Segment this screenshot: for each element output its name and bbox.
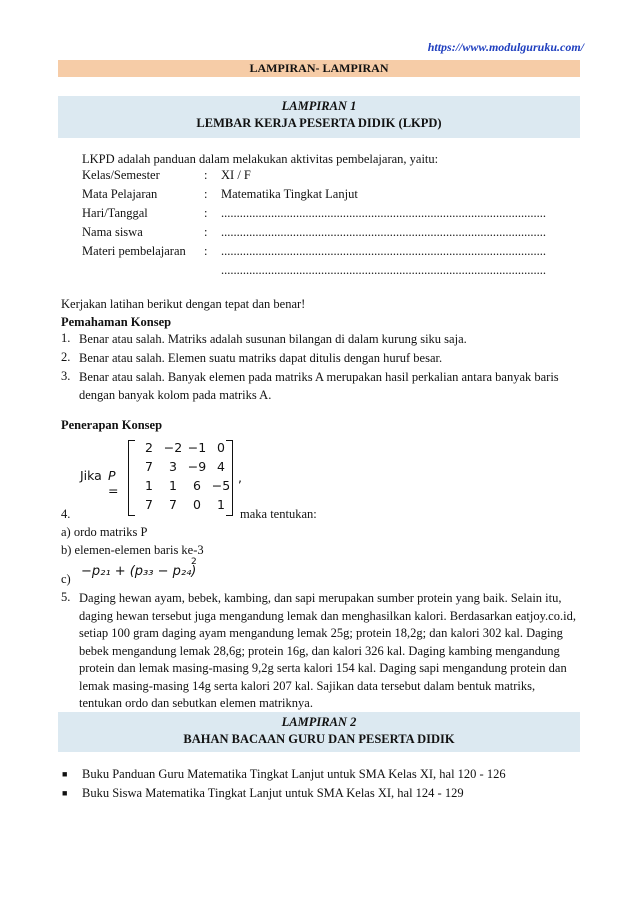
matrix-cell: 1 [145,478,153,493]
reference-list [0,767,638,807]
q4-sub-a: a) ordo matriks P [61,525,148,539]
matrix-cell: 0 [193,497,201,512]
item-number: 3. [61,369,71,383]
field-label: Hari/Tanggal [82,206,148,220]
field-colon: : [204,244,208,258]
matrix-cell: −9 [187,459,207,474]
list-item: Benar atau salah. Matriks adalah susunan bilangan di dalam kurung siku saja. [79,332,467,346]
lkpd-fields [0,168,638,278]
square-bullet-icon: ■ [62,788,68,798]
reference-item: Buku Panduan Guru Matematika Tingkat Lanjut untuk SMA Kelas XI, hal 120 - 126 [82,767,506,781]
matrix-cell: 7 [145,459,153,474]
section1-heading: Pemahaman Konsep [61,315,172,329]
field-value: ........................................................................................................ [221,206,546,220]
matrix-left-bracket [128,440,135,516]
matrix-cell: 4 [217,459,225,474]
matrix-cell: 6 [193,478,201,493]
section1-list [0,331,638,401]
q5-text: Daging hewan ayam, bebek, kambing, dan sapi merupakan sumber protein yang baik. Selain itu, daging hewan tersebut juga mengandung lemak dan menghasilkan kalori. Berdasarkan eatjoy.co.id, setiap 100 gram daging ayam mengandung lemak 25g; protein 18,2g; dan kalori 302 kal. Daging bebek mengandung lemak 28,6g; protein 16g, dan kalori 326 kal. Daging kambing mengandung protein dan lemak masing-masing 9,2g serta kalori 154 kal. Daging sapi mengandung protein dan lemak masing-masing 14g serta kalori 207 kal. Sajikan data tersebut dalam bentuk matriks, tentukan ordo dan sebutkan elemen matriknya. [79,591,576,710]
field-label: Nama siswa [82,225,143,239]
lkpd-intro: LKPD adalah panduan dalam melakukan aktivitas pembelajaran, yaitu: [82,152,439,166]
field-colon: : [204,206,208,220]
q4-sub-b: b) elemen-elemen baris ke-3 [61,543,204,557]
field-value: ........................................................................................................ [221,225,546,239]
field-colon: : [204,168,208,182]
matrix-cell: 3 [169,459,177,474]
field-label: Materi pembelajaran [82,244,186,258]
lampiran-title-band [58,60,580,77]
matrix-cell: 1 [169,478,177,493]
item-number: 1. [61,331,71,345]
lampiran2-band [58,712,580,752]
matrix-right-bracket [226,440,233,516]
matrix-cell: −5 [211,478,231,493]
lampiran2-label: LAMPIRAN 2 [281,715,357,729]
reference-item: Buku Siswa Matematika Tingkat Lanjut untuk SMA Kelas XI, hal 124 - 129 [82,786,464,800]
header-url-link[interactable]: https://www.modulguruku.com/ [427,40,584,54]
matrix-cell: −2 [163,440,183,455]
field-value: ........................................................................................................ [221,244,546,258]
field-row [0,187,638,205]
field-value: XI / F [221,168,251,182]
square-bullet-icon: ■ [62,769,68,779]
instruction-text: Kerjakan latihan berikut dengan tepat dan benar! [61,297,306,311]
matrix-cell: 7 [169,497,177,512]
q4-sub-c [61,557,261,588]
field-row [0,244,638,262]
q4-number: 4. [61,507,71,521]
field-colon: : [204,187,208,201]
matrix-cell: 1 [217,497,225,512]
field-row [0,168,638,186]
field-label: Kelas/Semester [82,168,160,182]
lampiran1-band [58,96,580,138]
field-label: Mata Pelajaran [82,187,158,201]
jika-label: Jika [80,468,102,483]
lampiran-title: LAMPIRAN- LAMPIRAN [249,61,389,75]
matrix-p [136,440,232,514]
field-value: Matematika Tingkat Lanjut [221,187,358,201]
q4-sub-c-expression: −p₂₁ + (p₃₃ − p₂₄) [81,564,197,579]
matrix-cell: −1 [187,440,207,455]
field-row-extra [0,263,638,281]
lampiran1-label: LAMPIRAN 1 [281,99,357,113]
q5-number: 5. [61,590,71,604]
matrix-cell: 0 [217,440,225,455]
q4-sub-c-label: c) [61,572,71,586]
section2-heading: Penerapan Konsep [61,418,163,432]
list-item: Benar atau salah. Elemen suatu matriks dapat ditulis dengan huruf besar. [79,351,443,365]
item-number: 2. [61,350,71,364]
matrix-cell: 7 [145,497,153,512]
list-item: Benar atau salah. Banyak elemen pada matriks A merupakan hasil perkalian antara banyak baris dengan banyak kolom pada matriks A. [79,370,559,402]
matrix-comma: , [238,470,242,485]
field-extra-dots: ........................................................................................................ [221,263,546,277]
p-equals: P = [108,468,119,498]
field-row [0,206,638,224]
q4-sub-c-exponent: 2 [191,557,197,567]
lampiran1-title: LEMBAR KERJA PESERTA DIDIK (LKPD) [196,116,442,130]
lampiran2-title: BAHAN BACAAN GURU DAN PESERTA DIDIK [183,732,455,746]
q4-after-text: maka tentukan: [240,507,317,521]
field-row [0,225,638,243]
matrix-cell: 2 [145,440,153,455]
field-colon: : [204,225,208,239]
